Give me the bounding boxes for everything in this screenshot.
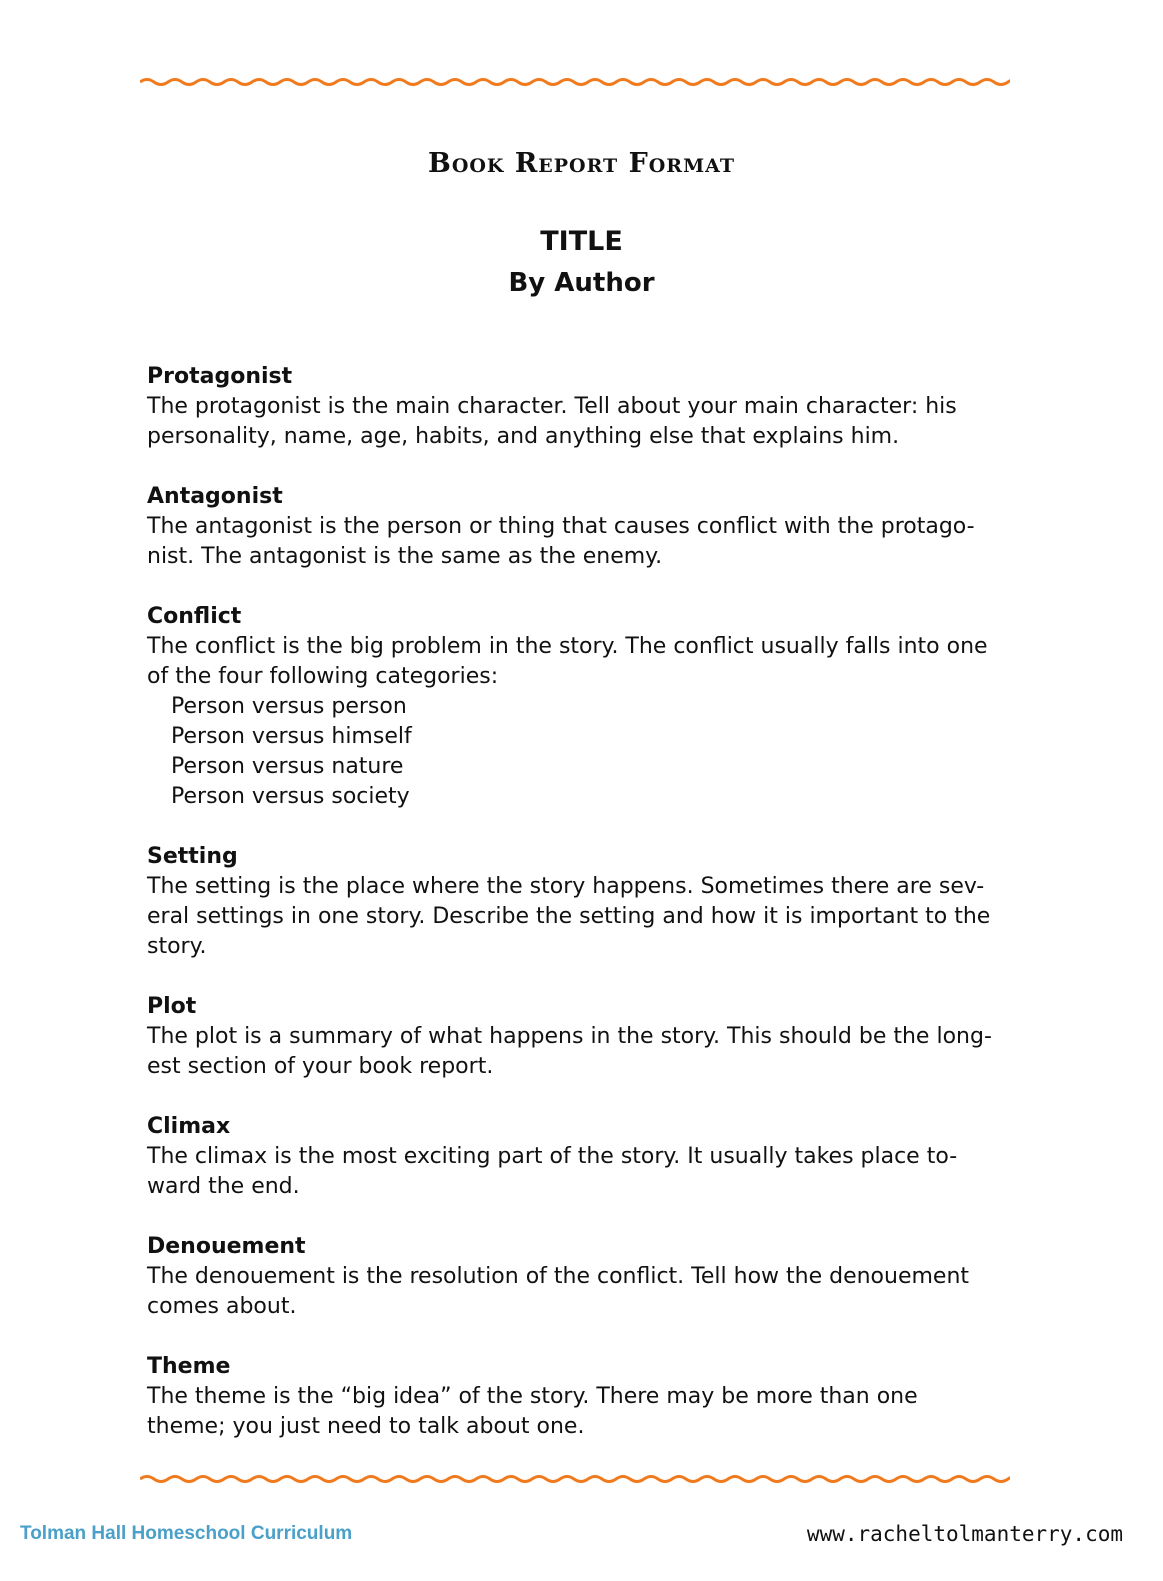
conflict-category: Person versus society <box>171 784 410 809</box>
section-body: The conflict is the big problem in the story. The conflict usually falls into one of the four following categories: <box>147 634 988 689</box>
section-setting <box>147 842 997 962</box>
section-body: The plot is a summary of what happens in the story. This should be the long- est section of your book report. <box>147 1024 992 1079</box>
section-antagonist <box>147 482 997 572</box>
top-squiggle-path <box>140 80 1010 85</box>
bottom-decorative-squiggle <box>140 1471 1010 1487</box>
conflict-category: Person versus nature <box>171 754 404 779</box>
section-heading: Setting <box>147 844 238 869</box>
top-decorative-squiggle <box>140 74 1010 90</box>
section-body: The denouement is the resolution of the conflict. Tell how the denouement comes about. <box>147 1264 970 1319</box>
bottom-squiggle-path <box>140 1477 1010 1482</box>
section-heading: Theme <box>147 1354 231 1379</box>
section-plot <box>147 992 997 1082</box>
section-body: The protagonist is the main character. Tell about your main character: his personality, name, age, habits, and anything else that explains him. <box>147 394 957 449</box>
report-author-placeholder: By Author <box>508 268 655 298</box>
section-denouement <box>147 1232 997 1322</box>
section-heading: Denouement <box>147 1234 306 1259</box>
section-body: The climax is the most exciting part of the story. It usually takes place to- ward the end. <box>147 1144 958 1199</box>
footer-website: www.racheltolmanterry.com <box>806 1522 1123 1546</box>
section-body: The setting is the place where the story happens. Sometimes there are sev- eral settings in one story. Describe the setting and how it is important to the story. <box>147 874 991 959</box>
footer-curriculum-name: Tolman Hall Homeschool Curriculum <box>20 1523 353 1544</box>
section-heading: Climax <box>147 1114 231 1139</box>
section-heading: Protagonist <box>147 364 293 389</box>
section-climax <box>147 1112 997 1202</box>
section-heading: Conflict <box>147 604 242 629</box>
conflict-category: Person versus himself <box>171 724 412 749</box>
section-conflict <box>147 602 997 812</box>
report-sections <box>147 362 997 1472</box>
section-body: The antagonist is the person or thing that causes conflict with the protago- nist. The antagonist is the same as the enemy. <box>147 514 975 569</box>
conflict-category-list <box>147 692 997 812</box>
section-body: The theme is the “big idea” of the story. There may be more than one theme; you just need to talk about one. <box>147 1384 918 1439</box>
conflict-category: Person versus person <box>171 694 407 719</box>
report-title-placeholder: TITLE <box>540 226 623 257</box>
section-heading: Plot <box>147 994 197 1019</box>
section-heading: Antagonist <box>147 484 283 509</box>
document-title: Book Report Format <box>428 148 735 179</box>
section-protagonist <box>147 362 997 452</box>
section-theme <box>147 1352 997 1442</box>
